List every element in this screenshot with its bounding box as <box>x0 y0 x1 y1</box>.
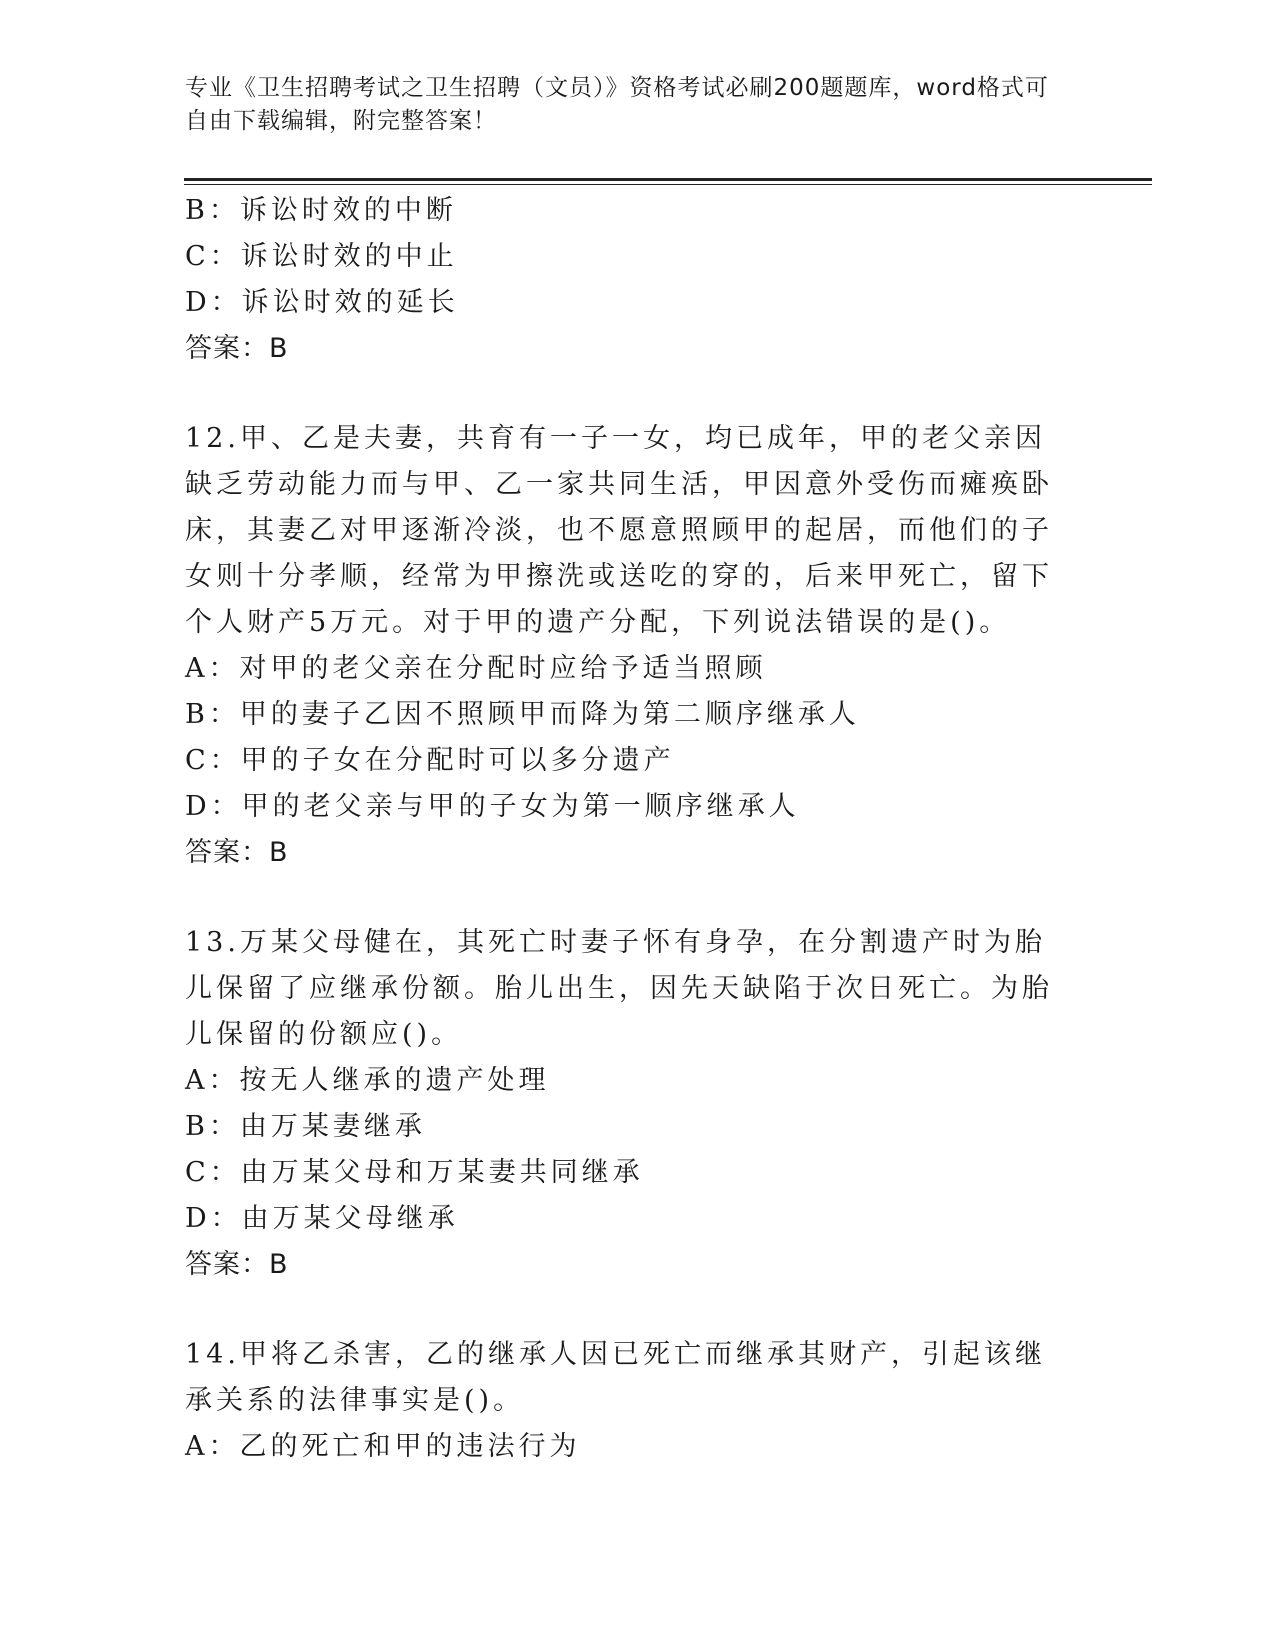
option-c: C：甲的子女在分配时可以多分遗产 <box>185 745 675 776</box>
document-body <box>185 188 1085 1470</box>
question-14 <box>185 1332 1085 1470</box>
header-divider-thin <box>184 184 1152 185</box>
answer-line: 答案：B <box>185 837 289 868</box>
question-stem: 14.甲将乙杀害，乙的继承人因已死亡而继承其财产，引起该继承关系的法律事实是()。 <box>185 1339 1046 1416</box>
question-stem: 12.甲、乙是夫妻，共育有一子一女，均已成年，甲的老父亲因缺乏劳动能力而与甲、乙一家共同生活，甲因意外受伤而瘫痪卧床，其妻乙对甲逐渐冷淡，也不愿意照顾甲的起居，而他们的子女则十分孝顺，经常为甲擦洗或送吃的穿的，后来甲死亡，留下个人财产5万元。对于甲的遗产分配，下列说法错误的是()。 <box>185 423 1053 638</box>
option-c: C：诉讼时效的中止 <box>185 241 458 272</box>
document-header: 专业《卫生招聘考试之卫生招聘（文员）》资格考试必刷200题题库，word格式可自由下载编辑，附完整答案！ <box>185 75 1049 134</box>
option-b: B：诉讼时效的中断 <box>185 195 457 226</box>
answer-line: 答案：B <box>185 333 289 364</box>
option-d: D：由万某父母继承 <box>185 1203 459 1234</box>
option-a: A：按无人继承的遗产处理 <box>185 1065 550 1096</box>
option-a: A：乙的死亡和甲的违法行为 <box>185 1431 581 1462</box>
option-b: B：由万某妻继承 <box>185 1111 426 1142</box>
question-13 <box>185 920 1085 1288</box>
option-d: D：诉讼时效的延长 <box>185 287 459 318</box>
question-stem: 13.万某父母健在，其死亡时妻子怀有身孕，在分割遗产时为胎儿保留了应继承份额。胎儿出生，因先天缺陷于次日死亡。为胎儿保留的份额应()。 <box>185 927 1053 1050</box>
option-a: A：对甲的老父亲在分配时应给予适当照顾 <box>185 653 767 684</box>
option-b: B：甲的妻子乙因不照顾甲而降为第二顺序继承人 <box>185 699 860 730</box>
answer-line: 答案：B <box>185 1249 289 1280</box>
header-divider-thick <box>184 178 1152 181</box>
option-d: D：甲的老父亲与甲的子女为第一顺序继承人 <box>185 791 800 822</box>
question-12 <box>185 416 1085 876</box>
question-11-tail <box>185 188 1085 372</box>
option-c: C：由万某父母和万某妻共同继承 <box>185 1157 644 1188</box>
